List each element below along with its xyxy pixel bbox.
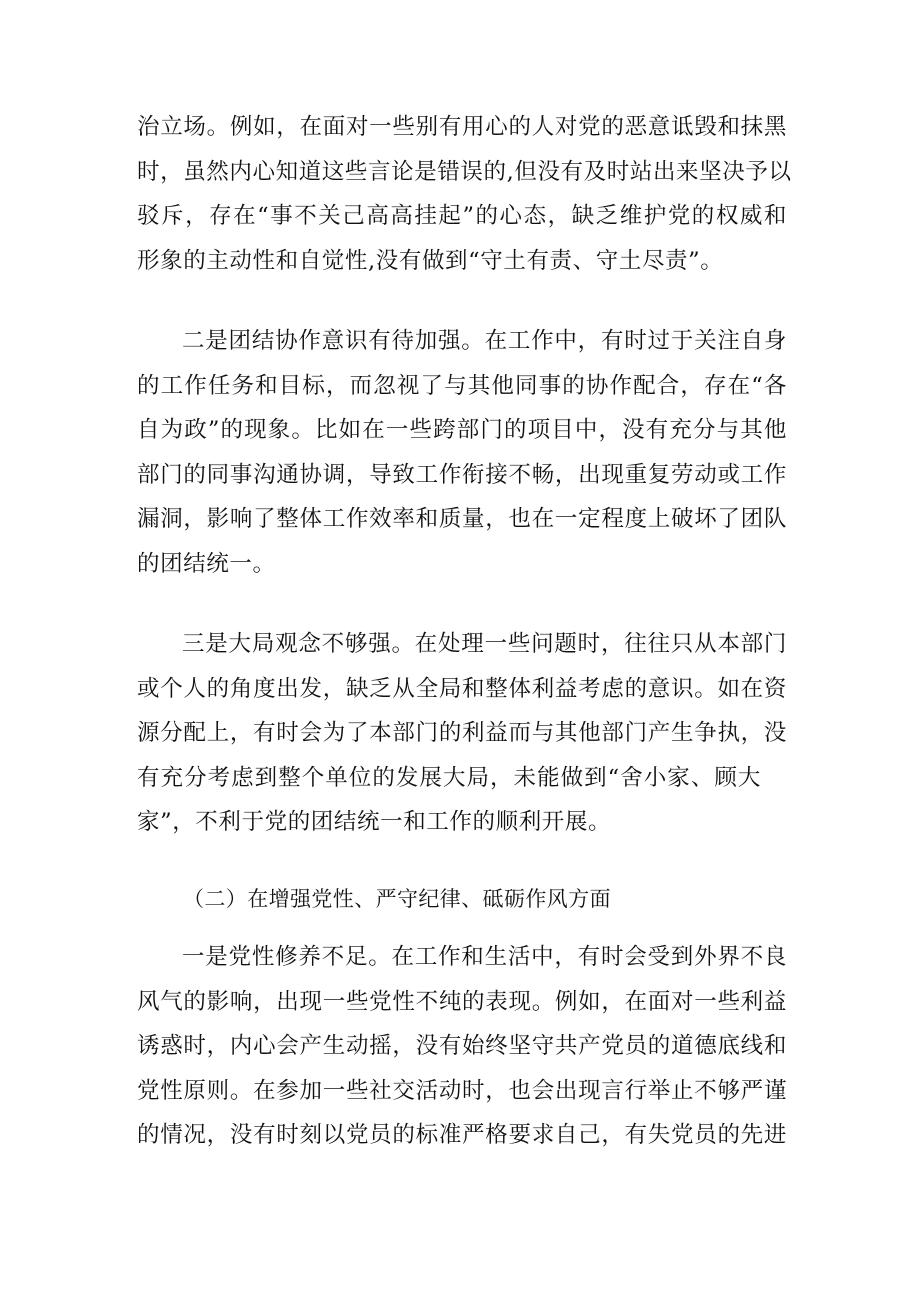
text-line: 时，虽然内心知道这些言论是错误的,但没有及时站出来坚决予以 <box>137 158 792 185</box>
text-line: 驳斥，存在“事不关己高高挂起”的心态，缺乏维护党的权威和 <box>137 203 787 229</box>
text-line: 源分配上，有时会为了本部门的利益而与其他部门产生争执，没 <box>137 720 787 746</box>
text-line: 漏洞，影响了整体工作效率和质量，也在一定程度上破坏了团队 <box>137 506 787 532</box>
paragraph-overall-view <box>137 622 787 845</box>
text-line: 形象的主动性和自觉性,没有做到“守土有责、守土尽责”。 <box>137 247 724 274</box>
text-line: 三是大局观念不够强。在处理一些问题时，往往只从本部门 <box>182 631 787 657</box>
text-line: 党性原则。在参加一些社交活动时，也会出现言行举止不够严谨 <box>137 1077 787 1104</box>
text-line: 自为政”的现象。比如在一些跨部门的项目中，没有充分与其他 <box>137 417 787 443</box>
text-line: 一是党性修养不足。在工作和生活中，有时会受到外界不良 <box>182 944 787 970</box>
text-line: 的工作任务和目标，而忽视了与其他同事的协作配合，存在“各 <box>137 372 787 399</box>
text-line: 部门的同事沟通协调，导致工作衔接不畅，出现重复劳动或工作 <box>137 461 787 488</box>
text-line: 有充分考虑到整个单位的发展大局，未能做到“舍小家、顾大 <box>137 764 761 791</box>
text-line: 治立场。例如，在面对一些别有用心的人对党的恶意诋毁和抹黑 <box>137 114 787 140</box>
text-line: 的情况，没有时刻以党员的标准严格要求自己，有失党员的先进 <box>137 1122 787 1148</box>
text-line: 或个人的角度出发，缺乏从全局和整体利益考虑的意识。如在资 <box>137 675 787 702</box>
text-line: 风气的影响，出现一些党性不纯的表现。例如，在面对一些利益 <box>137 988 787 1015</box>
text-line: 的团结统一。 <box>137 550 276 577</box>
paragraph-political-stance <box>137 105 792 283</box>
text-line: 二是团结协作意识有待加强。在工作中，有时过于关注自身 <box>182 328 787 354</box>
paragraph-party-spirit <box>137 935 787 1158</box>
paragraph-teamwork <box>137 319 787 586</box>
text-line: 家”，不利于党的团结统一和工作的顺利开展。 <box>137 809 612 835</box>
section-heading: （二）在增强党性、严守纪律、砥砺作风方面 <box>183 887 611 911</box>
text-line: 诱惑时，内心会产生动摇，没有始终坚守共产党员的道德底线和 <box>137 1033 787 1059</box>
